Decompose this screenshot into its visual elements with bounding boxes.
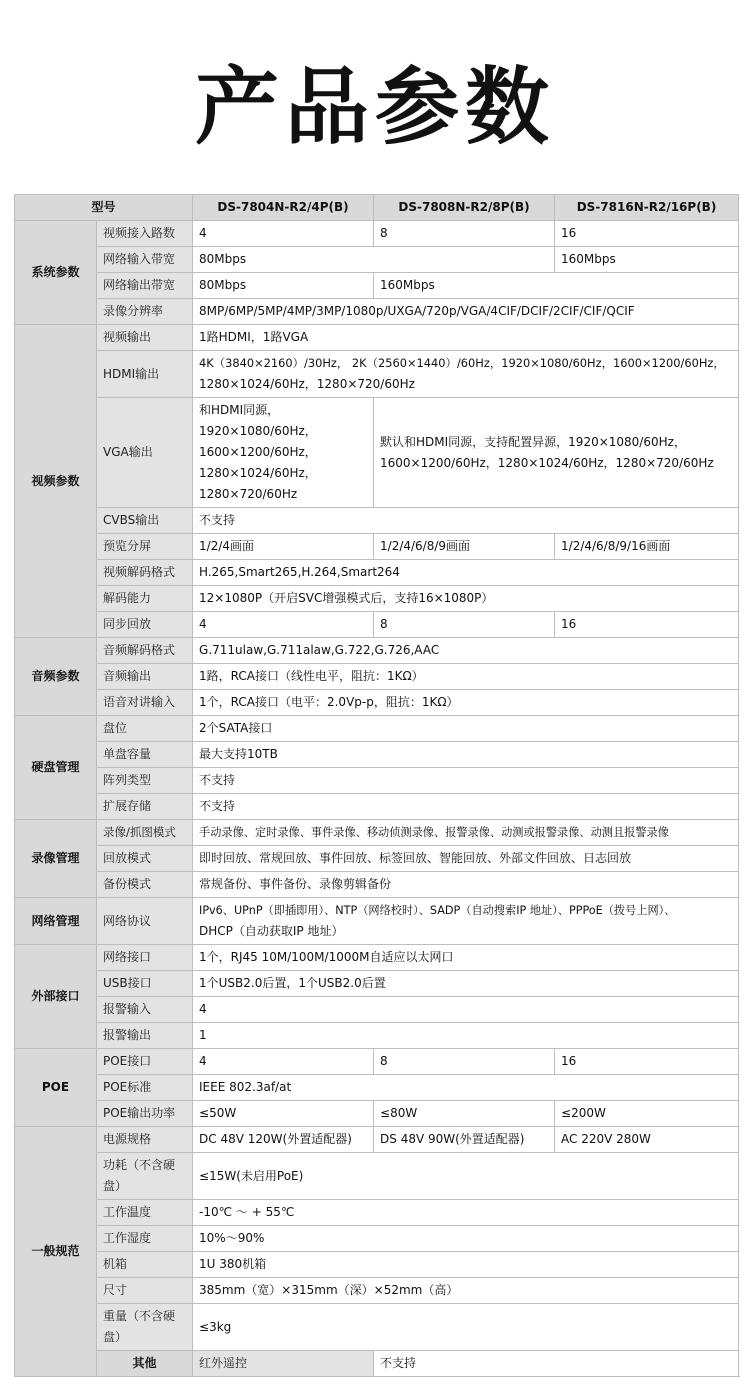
cell-value: AC 220V 280W (555, 1127, 739, 1153)
row-label: 视频输出 (97, 325, 193, 351)
row-label: 预览分屏 (97, 534, 193, 560)
table-row (15, 221, 739, 247)
model-label: 型号 (15, 195, 193, 221)
cell-value: 1/2/4画面 (193, 534, 374, 560)
row-label: 视频接入路数 (97, 221, 193, 247)
text-line: 4K（3840×2160）/30Hz， 2K（2560×1440）/60Hz，1920×1080/60Hz，1600×1200/60Hz， (199, 356, 725, 370)
table-row (15, 690, 739, 716)
table-row (15, 247, 739, 273)
text-line: 1280×1024/60Hz，1280×720/60Hz (199, 377, 415, 391)
cell-value: 1路HDMI，1路VGA (193, 325, 739, 351)
cell-value (193, 351, 739, 398)
table-row (15, 872, 739, 898)
table-row (15, 820, 739, 846)
model-2: DS-7808N-R2/8P(B) (374, 195, 555, 221)
table-row (15, 664, 739, 690)
row-label: 语音对讲输入 (97, 690, 193, 716)
row-label: POE输出功率 (97, 1101, 193, 1127)
cell-value: 1/2/4/6/8/9画面 (374, 534, 555, 560)
cell-value: 1路，RCA接口（线性电平，阻抗：1KΩ） (193, 664, 739, 690)
cell-value: 4 (193, 221, 374, 247)
cell-value: 12×1080P（开启SVC增强模式后，支持16×1080P） (193, 586, 739, 612)
table-row (15, 1153, 739, 1200)
cell-value: 80Mbps (193, 273, 374, 299)
text-line: 1920×1080/60Hz， (199, 424, 317, 438)
row-label: 备份模式 (97, 872, 193, 898)
category-network: 网络管理 (15, 898, 97, 945)
cell-value: 160Mbps (374, 273, 739, 299)
cell-value: ≤3kg (193, 1304, 739, 1351)
row-label: 红外遥控 (193, 1351, 374, 1377)
row-label: CVBS输出 (97, 508, 193, 534)
cell-value: 16 (555, 612, 739, 638)
label-line: 重量（不含硬 (103, 1309, 176, 1323)
model-3: DS-7816N-R2/16P(B) (555, 195, 739, 221)
row-label: 网络输出带宽 (97, 273, 193, 299)
cell-value: 4 (193, 612, 374, 638)
category-system: 系统参数 (15, 221, 97, 325)
row-label: 单盘容量 (97, 742, 193, 768)
table-row (15, 945, 739, 971)
row-label: 盘位 (97, 716, 193, 742)
table-row (15, 1351, 739, 1377)
table-row (15, 586, 739, 612)
table-row (15, 846, 739, 872)
row-label: 音频解码格式 (97, 638, 193, 664)
row-label: 录像/抓图模式 (97, 820, 193, 846)
table-header-row (15, 195, 739, 221)
row-label: POE标准 (97, 1075, 193, 1101)
row-label: 报警输出 (97, 1023, 193, 1049)
category-other: 其他 (97, 1351, 193, 1377)
cell-value: -10℃ ～ + 55℃ (193, 1200, 739, 1226)
model-1: DS-7804N-R2/4P(B) (193, 195, 374, 221)
category-general: 一般规范 (15, 1127, 97, 1377)
row-label: 音频输出 (97, 664, 193, 690)
cell-value: 160Mbps (555, 247, 739, 273)
cell-value: G.711ulaw,G.711alaw,G.722,G.726,AAC (193, 638, 739, 664)
row-label: VGA输出 (97, 398, 193, 508)
cell-value: 1个USB2.0后置，1个USB2.0后置 (193, 971, 739, 997)
table-row (15, 1101, 739, 1127)
cell-value: 8MP/6MP/5MP/4MP/3MP/1080p/UXGA/720p/VGA/4CIF/DCIF/2CIF/CIF/QCIF (193, 299, 739, 325)
table-row (15, 1252, 739, 1278)
table-row (15, 273, 739, 299)
table-row (15, 768, 739, 794)
row-label: 工作温度 (97, 1200, 193, 1226)
table-row (15, 612, 739, 638)
cell-value: 不支持 (193, 768, 739, 794)
cell-value: 16 (555, 1049, 739, 1075)
row-label: 报警输入 (97, 997, 193, 1023)
cell-value: 1个，RJ45 10M/100M/1000M自适应以太网口 (193, 945, 739, 971)
table-row (15, 997, 739, 1023)
table-row (15, 1200, 739, 1226)
text-line: DHCP（自动获取IP 地址） (199, 924, 344, 938)
cell-value (193, 398, 374, 508)
cell-value: 385mm（宽）×315mm（深）×52mm（高） (193, 1278, 739, 1304)
table-row (15, 794, 739, 820)
row-label: 电源规格 (97, 1127, 193, 1153)
cell-value: IEEE 802.3af/at (193, 1075, 739, 1101)
cell-value (374, 398, 739, 508)
cell-value: ≤50W (193, 1101, 374, 1127)
category-video: 视频参数 (15, 325, 97, 638)
cell-value: 1U 380机箱 (193, 1252, 739, 1278)
text-line: 1600×1200/60Hz，1280×1024/60Hz，1280×720/60Hz (380, 455, 714, 470)
cell-value: 1 (193, 1023, 739, 1049)
text-line: 1600×1200/60Hz， (199, 445, 317, 459)
table-row (15, 560, 739, 586)
table-row (15, 398, 739, 508)
cell-value: 不支持 (193, 794, 739, 820)
cell-value: ≤80W (374, 1101, 555, 1127)
category-ports: 外部接口 (15, 945, 97, 1049)
table-row (15, 1023, 739, 1049)
row-label: 阵列类型 (97, 768, 193, 794)
table-row (15, 299, 739, 325)
label-line: 盘） (103, 1179, 128, 1193)
row-label: 同步回放 (97, 612, 193, 638)
label-line: 盘） (103, 1330, 128, 1344)
text-line: IPv6、UPnP（即插即用）、NTP（网络校时）、SADP（自动搜索IP 地址）、PPPoE（拨号上网）、 (199, 904, 676, 917)
cell-value: DC 48V 120W(外置适配器) (193, 1127, 374, 1153)
row-label: 网络接口 (97, 945, 193, 971)
row-label: POE接口 (97, 1049, 193, 1075)
cell-value: 不支持 (193, 508, 739, 534)
cell-value: H.265,Smart265,H.264,Smart264 (193, 560, 739, 586)
cell-value: 80Mbps (193, 247, 555, 273)
row-label: USB接口 (97, 971, 193, 997)
cell-value: ≤15W(未启用PoE) (193, 1153, 739, 1200)
row-label (97, 1304, 193, 1351)
text-line: 和HDMI同源， (199, 403, 280, 417)
cell-value: 即时回放、常规回放、事件回放、标签回放、智能回放、外部文件回放、日志回放 (193, 846, 739, 872)
table-row (15, 898, 739, 945)
table-row (15, 1278, 739, 1304)
row-label: 扩展存储 (97, 794, 193, 820)
cell-value: 8 (374, 221, 555, 247)
row-label: 网络协议 (97, 898, 193, 945)
row-label (97, 1153, 193, 1200)
cell-value: 最大支持10TB (193, 742, 739, 768)
row-label: 尺寸 (97, 1278, 193, 1304)
table-row (15, 351, 739, 398)
cell-value: 4 (193, 1049, 374, 1075)
text-line: 1280×1024/60Hz， (199, 466, 317, 480)
cell-value: 不支持 (374, 1351, 739, 1377)
cell-value: 10%～90% (193, 1226, 739, 1252)
table-row (15, 1049, 739, 1075)
text-line: 1280×720/60Hz (199, 487, 298, 501)
table-row (15, 716, 739, 742)
table-row (15, 638, 739, 664)
cell-value: 16 (555, 221, 739, 247)
text-line: 默认和HDMI同源，支持配置异源，1920×1080/60Hz， (380, 434, 686, 449)
spec-table (14, 194, 739, 1377)
label-line: 功耗（不含硬 (103, 1158, 176, 1172)
category-audio: 音频参数 (15, 638, 97, 716)
row-label: 网络输入带宽 (97, 247, 193, 273)
table-row (15, 1075, 739, 1101)
category-disk: 硬盘管理 (15, 716, 97, 820)
row-label: 回放模式 (97, 846, 193, 872)
row-label: HDMI输出 (97, 351, 193, 398)
cell-value: 1个，RCA接口（电平：2.0Vp-p，阻抗：1KΩ） (193, 690, 739, 716)
cell-value: 8 (374, 612, 555, 638)
page-title: 产品参数 (194, 58, 555, 156)
row-label: 录像分辨率 (97, 299, 193, 325)
table-row (15, 971, 739, 997)
cell-value: 手动录像、定时录像、事件录像、移动侦测录像、报警录像、动测或报警录像、动测且报警录像 (193, 820, 739, 846)
cell-value: 2个SATA接口 (193, 716, 739, 742)
category-record: 录像管理 (15, 820, 97, 898)
category-poe: POE (15, 1049, 97, 1127)
cell-value: 8 (374, 1049, 555, 1075)
cell-value: ≤200W (555, 1101, 739, 1127)
table-row (15, 1226, 739, 1252)
table-row (15, 508, 739, 534)
table-row (15, 534, 739, 560)
table-row (15, 1127, 739, 1153)
table-row (15, 1304, 739, 1351)
row-label: 解码能力 (97, 586, 193, 612)
cell-value: 4 (193, 997, 739, 1023)
cell-value: 常规备份、事件备份、录像剪辑备份 (193, 872, 739, 898)
row-label: 工作湿度 (97, 1226, 193, 1252)
cell-value: DS 48V 90W(外置适配器) (374, 1127, 555, 1153)
cell-value (193, 898, 739, 945)
table-row (15, 742, 739, 768)
table-row (15, 325, 739, 351)
cell-value: 1/2/4/6/8/9/16画面 (555, 534, 739, 560)
row-label: 机箱 (97, 1252, 193, 1278)
row-label: 视频解码格式 (97, 560, 193, 586)
